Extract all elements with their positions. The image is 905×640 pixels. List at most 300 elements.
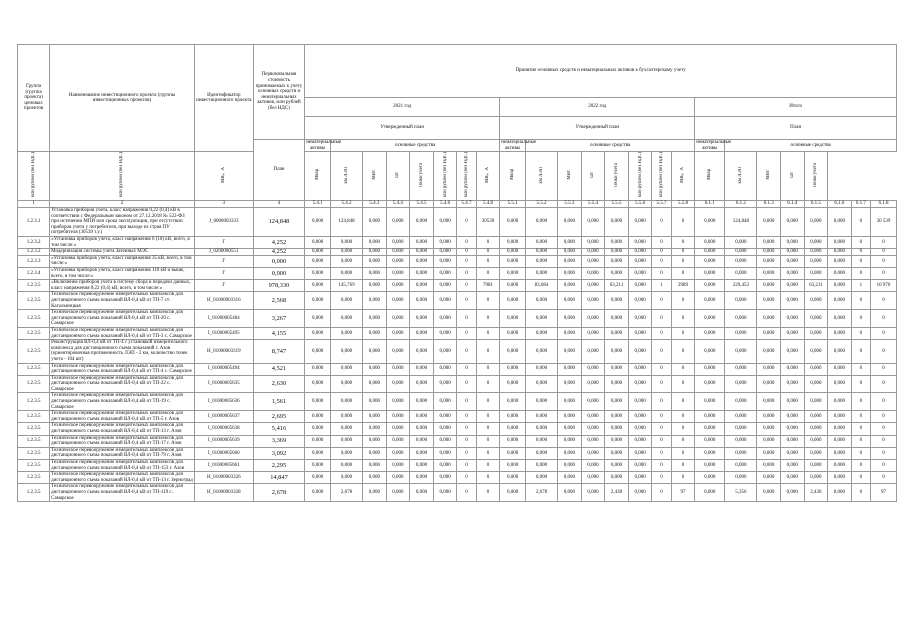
unit-header-label: млн рублей (без НДС) [31,152,37,198]
row-value-cell: 0,000 [500,447,526,459]
row-value-cell: 0,000 [433,280,457,292]
row-value-cell: 0,000 [558,208,582,237]
row-value-cell: 2,695 [253,411,304,423]
row-value-cell: 0,000 [628,447,652,459]
row-value-cell: 0,000 [433,484,457,502]
row-name-cell: Техническое перевооружение измерительных комплексов для дистанционного съема показаний ВЛ-0,4 кВ от ТП-153 г. Азов [50,460,195,472]
row-value-cell: 0,000 [386,292,410,310]
row-value-cell: 0 [476,472,500,484]
row-value-cell: 2,678 [253,484,304,502]
row-value-cell: 0,000 [581,447,605,459]
row-name-cell: Техническое перевооружение измерительных комплексов для дистанционного съема показаний ВЛ-0,4 кВ от ТП-13 г. Азов [50,423,195,435]
row-value-cell: 0 [851,393,870,411]
row-value-cell: 0 [671,393,695,411]
row-value-cell: 0,000 [757,411,781,423]
row-value-cell: 0,000 [725,460,757,472]
unit-header-label: км ЛЭП [738,166,744,184]
row-value-cell: 0,000 [695,310,725,328]
row-value-cell: 0,000 [828,327,852,339]
row-value-cell: 2,678 [330,484,362,502]
row-value-cell: 0,000 [525,249,557,256]
row-value-cell: 0 [671,255,695,267]
row-value-cell: 0,000 [386,472,410,484]
row-id-cell: I_01000005637 [194,411,253,423]
row-value-cell: 0,000 [628,472,652,484]
row-value-cell: 0,000 [605,472,629,484]
row-value-cell: 0,000 [410,340,434,363]
table-row [18,249,897,256]
row-value-cell: 0,000 [525,340,557,363]
row-value-cell: 0,000 [410,327,434,339]
column-number: 6.1.2 [725,201,757,208]
row-value-cell: 0,000 [725,268,757,280]
row-value-cell: 0,000 [330,393,362,411]
row-id-cell: Г [194,255,253,267]
row-value-cell: 0,000 [695,375,725,393]
row-value-cell: 0,000 [386,237,410,249]
row-value-cell: 0,000 [500,327,526,339]
row-id-cell: H_01000003319 [194,340,253,363]
row-value-cell: 0,000 [804,472,828,484]
row-value-cell: 0 [871,340,897,363]
row-value-cell: 0 [871,472,897,484]
row-value-cell: 0,000 [581,423,605,435]
row-value-cell: 0 [457,423,476,435]
table-row [18,472,897,484]
row-value-cell: 0,000 [581,472,605,484]
row-value-cell: 0,000 [605,411,629,423]
row-value-cell: 0 [476,249,500,256]
row-value-cell: 7981 [476,280,500,292]
row-value-cell: 0,000 [330,447,362,459]
row-value-cell: 0 [871,268,897,280]
row-id-cell: I_01000005660 [194,447,253,459]
row-value-cell: 0,000 [628,393,652,411]
row-value-cell: 0,000 [581,237,605,249]
row-value-cell: 0,000 [253,255,304,267]
row-value-cell: 0 [476,435,500,447]
row-value-cell: 0,000 [386,411,410,423]
row-value-cell: 0 [457,249,476,256]
row-value-cell: 0,000 [410,255,434,267]
row-value-cell: 0,000 [828,292,852,310]
row-value-cell: 0,000 [363,363,387,375]
row-name-cell: Техническое перевооружение измерительных комплексов для дистанционного съема показаний ВЛ-0,4 кВ от ТП-7 ст. Кагальницкая [50,292,195,310]
row-value-cell: 0,000 [363,435,387,447]
row-value-cell: 0,000 [804,447,828,459]
row-value-cell: 0,000 [305,375,331,393]
row-value-cell: 0 [671,411,695,423]
unit-header-label: МВт [371,170,377,180]
unit-header [305,152,331,201]
row-name-cell: Реконструкция ВЛ-0,4 кВ от ТП-4 с установкой измерительного комплекса для дистанционного съема показаний г. Азов (ориентировочная протяженность ЛЭП - 2 км, количество точек учета - 104 шт) [50,340,195,363]
row-value-cell: 0,000 [433,423,457,435]
row-value-cell: 0,000 [525,447,557,459]
column-number: 5.5.3 [558,201,582,208]
row-value-cell: 0,000 [828,375,852,393]
row-value-cell: 0,000 [828,340,852,363]
unit-header-label: Точки учета [419,162,424,188]
row-value-cell: 0,000 [433,327,457,339]
row-value-cell: 0,000 [363,208,387,237]
row-value-cell: 0 [652,268,671,280]
row-name-cell: «Включение приборов учета в систему сбора и передачи данных, класс напряжения 0,22 (0,4) кВ, всего, в том числе:» [50,280,195,292]
row-value-cell: 0,000 [828,255,852,267]
accept-title-header: Принятие основных средств и нематериальных активов к бухгалтерскому учету [305,45,897,98]
row-value-cell: 0 [457,340,476,363]
row-value-cell: 0 [851,208,870,237]
row-value-cell: 0,000 [628,340,652,363]
table-row [18,393,897,411]
row-value-cell: 2989 [671,280,695,292]
row-value-cell: 0 [871,393,897,411]
row-id-cell: H_01000003316 [194,292,253,310]
column-number: 6.1.7 [851,201,870,208]
column-number: 5.4.1 [305,201,331,208]
row-value-cell: 0,000 [500,268,526,280]
row-value-cell: 0 [671,268,695,280]
row-value-cell: 0,000 [828,435,852,447]
row-value-cell: 0,000 [410,393,434,411]
row-value-cell: 0,000 [525,255,557,267]
row-value-cell: 0 [851,423,870,435]
intangible-header: нематериальные активы [306,140,342,151]
unit-header [330,152,362,201]
row-value-cell: 0 [457,435,476,447]
row-id-cell: I_01000005636 [194,393,253,411]
row-value-cell: 0 [476,255,500,267]
row-value-cell: 0,000 [780,435,804,447]
row-name-cell: Техническое перевооружение измерительных комплексов для дистанционного съема показаний ВЛ-0,4 кВ от ТП-119 с. Самарское [50,484,195,502]
row-value-cell: 0,000 [725,423,757,435]
row-value-cell: 0,000 [410,249,434,256]
row-value-cell: 0 [851,375,870,393]
row-value-cell: 0,000 [804,423,828,435]
row-value-cell: 0 [476,327,500,339]
row-group-cell: 1.2.3.5 [18,310,50,328]
table-row [18,363,897,375]
unit-header [18,152,50,201]
row-value-cell: 0 [851,340,870,363]
row-value-cell: 2,430 [804,484,828,502]
unit-header-label: Мвар [510,169,516,181]
row-id-cell: J_0000003333 [194,208,253,237]
row-group-cell: 1.2.3.5 [18,423,50,435]
row-value-cell: 0,000 [581,363,605,375]
row-value-cell: 0,000 [804,268,828,280]
column-number: 5.5.5 [605,201,629,208]
row-value-cell: 0,000 [780,393,804,411]
row-value-cell: 0,000 [386,255,410,267]
row-value-cell: 0,000 [725,327,757,339]
row-value-cell: 10 970 [871,280,897,292]
row-value-cell: 0,000 [780,447,804,459]
row-value-cell: 0,000 [363,280,387,292]
row-value-cell: 0,000 [500,460,526,472]
row-value-cell: 0,000 [628,363,652,375]
row-value-cell: 0 [851,268,870,280]
row-value-cell: 0,000 [558,268,582,280]
table-row [18,292,897,310]
row-value-cell: 97 [871,484,897,502]
row-value-cell: 0,000 [780,268,804,280]
column-number: 5.4.6 [433,201,457,208]
row-value-cell: 0 [476,411,500,423]
row-value-cell: 0,000 [525,310,557,328]
row-value-cell: 0 [652,292,671,310]
row-value-cell: 0 [457,327,476,339]
row-value-cell: 83,684 [525,280,557,292]
row-value-cell: 0 [851,292,870,310]
row-value-cell: 0,000 [558,472,582,484]
row-value-cell: 0 [476,292,500,310]
unit-header [525,152,557,201]
row-value-cell: 0,000 [305,249,331,256]
unit-header [695,152,725,201]
row-value-cell: 0,000 [363,411,387,423]
unit-header [457,152,476,201]
row-value-cell: 0,000 [780,363,804,375]
row-value-cell: 0,000 [725,237,757,249]
approved-plan-2022-header: Утвержденный план [500,117,695,140]
plan-total-header: План [695,117,897,140]
row-value-cell: 3,267 [253,310,304,328]
row-value-cell: 0,000 [804,310,828,328]
column-number: 2 [50,201,195,208]
row-value-cell: 0,000 [410,237,434,249]
table-row [18,310,897,328]
row-value-cell: 0,000 [804,249,828,256]
row-value-cell: 0,000 [386,484,410,502]
row-name-cell: Техническое перевооружение измерительных комплексов для дистанционного съема показаний ВЛ-0,4 кВ от ТП-13 г. Зерноград [51,472,193,483]
row-value-cell: 0,000 [558,249,582,256]
col-cost-plan-header: План [253,140,304,201]
unit-header [804,152,828,201]
row-value-cell: 0,000 [386,327,410,339]
row-value-cell: 0,000 [330,327,362,339]
row-group-cell: 1.2.3.5 [18,393,50,411]
row-name-cell: Модернизация системы учета Затеиных МЭС [50,249,195,256]
unit-header [605,152,629,201]
row-value-cell: 0 [457,255,476,267]
row-value-cell: 0 [476,268,500,280]
table-row [18,435,897,447]
row-value-cell: 0,000 [305,484,331,502]
row-value-cell: 0,000 [628,435,652,447]
row-value-cell: 0 [476,484,500,502]
row-id-cell: I_01000005495 [194,327,253,339]
row-value-cell: 0,000 [500,340,526,363]
row-name-cell: «Установка приборов учета, класс напряжения 35 кВ, всего, в том числе:» [50,255,195,267]
row-id-cell: I_01000005635 [194,375,253,393]
row-value-cell: 0,000 [725,435,757,447]
row-value-cell: 0,000 [828,249,852,256]
column-number: 6.1.4 [780,201,804,208]
intangible-header: нематериальные активы [696,140,732,151]
row-value-cell: 0,000 [757,460,781,472]
row-value-cell: 0 [476,447,500,459]
investment-table-sheet [17,44,897,502]
row-value-cell: 0 [457,208,476,237]
row-value-cell: 0,000 [828,363,852,375]
row-value-cell: 0 [671,292,695,310]
row-value-cell: 4,252 [253,237,304,249]
row-value-cell: 0,000 [628,375,652,393]
table-row [18,237,897,249]
row-value-cell: 0 [457,460,476,472]
row-value-cell: 2,630 [253,375,304,393]
row-value-cell: 0,000 [757,363,781,375]
row-value-cell: 0 [457,268,476,280]
row-value-cell: 0,000 [305,208,331,237]
row-value-cell: 0 [871,363,897,375]
row-value-cell: 0,000 [558,237,582,249]
row-value-cell: 0,000 [386,375,410,393]
row-value-cell: 0,000 [628,423,652,435]
row-value-cell: 0,000 [757,268,781,280]
row-value-cell: 0,000 [500,484,526,502]
row-value-cell: 0,000 [780,375,804,393]
row-value-cell: 0,000 [500,292,526,310]
row-value-cell: 0 [871,375,897,393]
row-value-cell: 4,252 [253,249,304,256]
row-id-cell: I_01000005494 [194,363,253,375]
row-name-cell: Техническое перевооружение измерительных комплексов для дистанционного съема показаний ВЛ-0,4 кВ от ТП-17 г. Азов [50,435,195,447]
row-value-cell: 0,000 [525,208,557,237]
row-value-cell: 0 [457,363,476,375]
total-header: Итого [695,98,897,117]
row-value-cell: 0,000 [363,340,387,363]
row-value-cell: 0,000 [253,268,304,280]
row-value-cell: 0,000 [628,255,652,267]
row-name-cell: Техническое перевооружение измерительных комплексов для дистанционного съема показаний ВЛ-0,4 кВ от ТП-20 с. Самарское [50,310,195,328]
row-value-cell: 0,000 [330,249,362,256]
row-value-cell: 0,000 [558,255,582,267]
row-value-cell: 0,000 [780,340,804,363]
row-value-cell: 0,000 [628,460,652,472]
row-value-cell: 0,000 [725,375,757,393]
row-group-cell: 1.2.3.5 [18,375,50,393]
row-value-cell: 0 [871,460,897,472]
approved-plan-2021-header: Утвержденный план [305,117,500,140]
row-value-cell: 0,000 [558,363,582,375]
row-value-cell: 0,000 [605,447,629,459]
row-value-cell: 0 [652,484,671,502]
row-value-cell: 0 [871,327,897,339]
column-number: 4 [253,201,304,208]
row-value-cell: 0,000 [558,310,582,328]
row-name-cell: «Установка приборов учета, класс напряжения 110 кВ и выше, всего, в том числе:» [50,268,195,280]
row-value-cell: 0,000 [305,435,331,447]
col-group-header: Группа (группа проекта) ценовых проектов [18,45,50,152]
row-value-cell: 0,000 [558,393,582,411]
row-value-cell: 0,000 [828,460,852,472]
row-value-cell: 0,000 [780,292,804,310]
row-value-cell: 0,000 [525,435,557,447]
row-value-cell: 0,000 [386,268,410,280]
row-value-cell: 0,000 [725,393,757,411]
row-value-cell: 0,000 [804,411,828,423]
unit-header [671,152,695,201]
row-group-cell: 1.2.3.5 [18,484,50,502]
row-value-cell: 0,000 [804,375,828,393]
table-row [18,447,897,459]
row-group-cell: 1.2.3.5 [18,340,50,363]
row-value-cell: 0,000 [695,327,725,339]
column-number: 6.1.5 [804,201,828,208]
row-value-cell: 0,000 [330,340,362,363]
unit-header-label: МВ×А [221,166,227,183]
intangible-header: нематериальные активы [501,140,537,151]
row-value-cell: 0 [652,423,671,435]
row-value-cell: 0,000 [433,255,457,267]
row-value-cell: 0 [457,393,476,411]
unit-header [500,152,526,201]
row-value-cell: 0,000 [828,447,852,459]
row-value-cell: 0,000 [695,435,725,447]
unit-header [194,152,253,201]
unit-header-label: км ЛЭП [539,166,545,184]
row-name-cell: Техническое перевооружение измерительных комплексов для дистанционного съема показаний ВЛ-0,4 кВ от ТП-4 с. Самарское [50,363,195,375]
row-value-cell: 0,000 [757,484,781,502]
col-cost-header: Первоначальная стоимость принимаемых к учету основных средств и нематериальных активов, млн рублей (без НДС) [253,45,304,140]
row-value-cell: 0,000 [780,460,804,472]
row-value-cell: 0,000 [605,249,629,256]
row-value-cell: 0,000 [725,255,757,267]
row-name-cell: Техническое перевооружение измерительных комплексов для дистанционного съема показаний ВЛ-0,4 кВ от ТП-5 г. Азов [50,411,195,423]
row-value-cell: 0 [476,340,500,363]
row-value-cell: 0 [851,411,870,423]
row-value-cell: 0,000 [410,375,434,393]
unit-header-label: млн рублей (без НДС) [119,152,125,198]
row-value-cell: 1 [652,280,671,292]
row-value-cell: 0,000 [804,363,828,375]
row-name-cell: Техническое перевооружение измерительных комплексов для дистанционного съема показаний ВЛ-0,4 кВ от ТП-3 с. Самарское [50,327,195,339]
row-value-cell: 0 [851,327,870,339]
row-value-cell: 0,000 [804,327,828,339]
row-value-cell: 0,000 [757,340,781,363]
unit-header-label: млн рублей (без НДС) [442,152,448,198]
row-value-cell: 14,847 [253,472,304,484]
row-value-cell: 0 [671,447,695,459]
table-row [18,460,897,472]
row-value-cell: 0,000 [828,411,852,423]
row-value-cell: 0 [851,237,870,249]
row-value-cell: 1,561 [253,393,304,411]
column-number: 5.5.4 [581,201,605,208]
row-value-cell: 0,000 [500,411,526,423]
row-value-cell: 0 [457,280,476,292]
column-number: 5.5.1 [500,201,526,208]
column-number: 6.1.6 [828,201,852,208]
row-value-cell: 0 [457,310,476,328]
row-value-cell: 0,000 [305,237,331,249]
row-value-cell: 8,747 [253,340,304,363]
table-row [18,255,897,267]
fixed-assets-header: основные средства [525,140,694,152]
row-value-cell: 0,000 [828,268,852,280]
table-row [18,423,897,435]
fixed-assets-header: основные средства [725,140,897,152]
row-value-cell: 0,000 [330,375,362,393]
row-value-cell: 124,848 [330,208,362,237]
row-id-cell: Г [194,237,253,249]
row-value-cell: 5,356 [725,484,757,502]
row-value-cell: 0,000 [330,460,362,472]
row-value-cell: 0,000 [305,460,331,472]
row-name-cell: Техническое перевооружение измерительных комплексов для дистанционного съема показаний ВЛ-0,4 кВ от ТП-19 с. Самарское [50,393,195,411]
row-group-cell: 1.2.3.5 [18,460,50,472]
